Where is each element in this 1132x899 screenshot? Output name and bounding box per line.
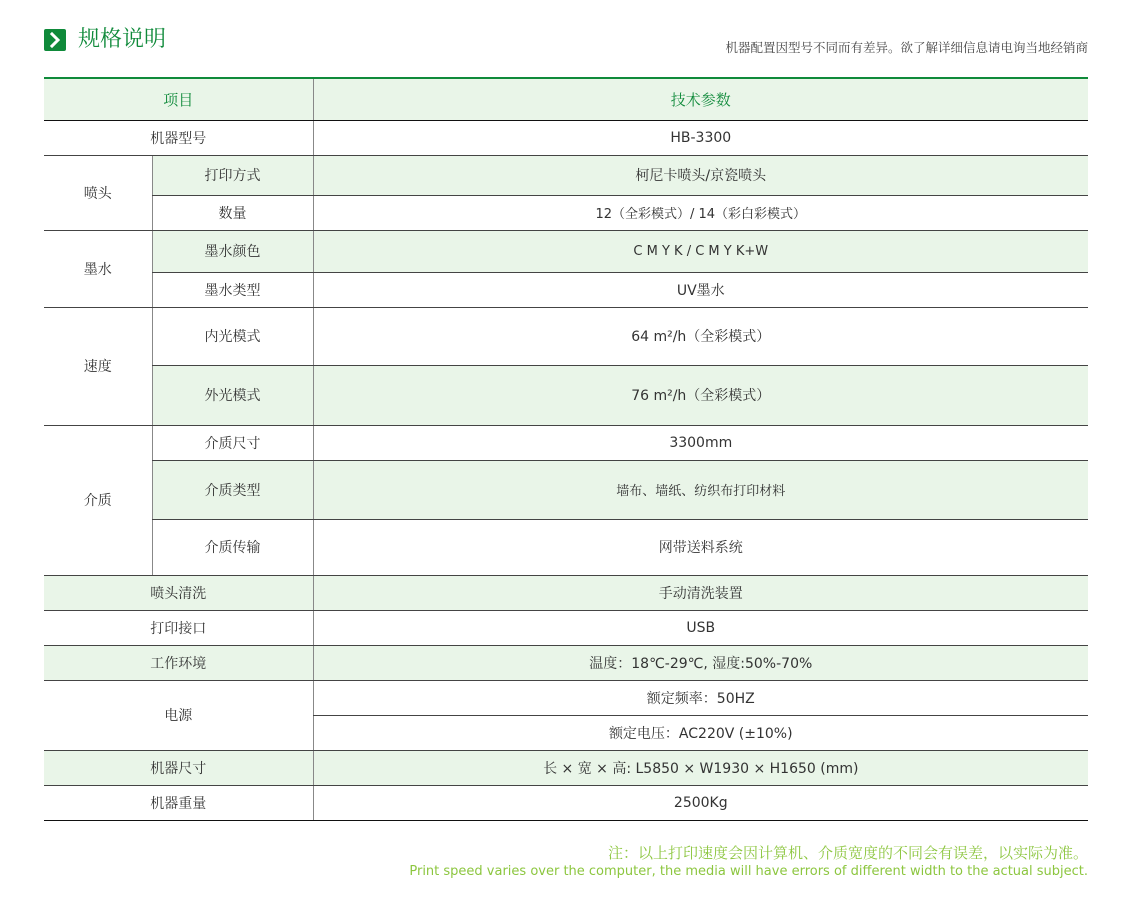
row-value-print-mode: 柯尼卡喷头/京瓷喷头 — [313, 155, 1088, 195]
row-label-ink-color: 墨水颜色 — [152, 230, 313, 272]
row-label-model: 机器型号 — [44, 120, 313, 155]
row-label-inner-mode: 内光模式 — [152, 307, 313, 365]
row-value-model: HB-3300 — [313, 120, 1088, 155]
table-row — [44, 155, 1088, 195]
page-title: 规格说明 — [78, 27, 167, 52]
row-label-media-transport: 介质传输 — [152, 519, 313, 575]
row-label-quantity: 数量 — [152, 195, 313, 230]
table-row — [44, 365, 1088, 425]
section-header — [44, 26, 1088, 56]
row-label-outer-mode: 外光模式 — [152, 365, 313, 425]
row-value-cleaning: 手动清洗装置 — [313, 575, 1088, 610]
row-label-media-type: 介质类型 — [152, 460, 313, 519]
row-value-ink-type: UV墨水 — [313, 272, 1088, 307]
footnote-chinese: 注：以上打印速度会因计算机、介质宽度的不同会有误差，以实际为准。 — [607, 844, 1088, 862]
row-value-inner-mode: 64 m²/h（全彩模式） — [313, 307, 1088, 365]
row-value-dimensions: 长 × 宽 × 高: L5850 × W1930 × H1650 (mm) — [313, 750, 1088, 785]
config-note: 机器配置因型号不同而有差异。欲了解详细信息请电询当地经销商 — [725, 40, 1088, 55]
column-header-param: 技术参数 — [313, 79, 1088, 120]
row-value-interface: USB — [313, 610, 1088, 645]
row-label-environment: 工作环境 — [44, 645, 313, 680]
table-row — [44, 785, 1088, 820]
row-label-ink-type: 墨水类型 — [152, 272, 313, 307]
group-label-nozzle: 喷头 — [44, 155, 152, 230]
row-value-weight: 2500Kg — [313, 785, 1088, 820]
row-label-media-size: 介质尺寸 — [152, 425, 313, 460]
group-label-media: 介质 — [44, 425, 152, 575]
row-label-interface: 打印接口 — [44, 610, 313, 645]
group-label-ink: 墨水 — [44, 230, 152, 307]
footnote-english: Print speed varies over the computer, the media will have errors of different width to the actual subject. — [409, 864, 1088, 879]
table-row — [44, 460, 1088, 519]
table-row — [44, 272, 1088, 307]
table-header-row — [44, 79, 1088, 120]
row-label-dimensions: 机器尺寸 — [44, 750, 313, 785]
row-label-weight: 机器重量 — [44, 785, 313, 820]
row-value-media-size: 3300mm — [313, 425, 1088, 460]
table-row — [44, 307, 1088, 365]
table-row — [44, 575, 1088, 610]
column-header-item: 项目 — [44, 79, 313, 120]
row-value-environment: 温度：18℃-29℃, 湿度:50%-70% — [313, 645, 1088, 680]
table-row — [44, 120, 1088, 155]
table-row — [44, 519, 1088, 575]
group-label-speed: 速度 — [44, 307, 152, 425]
spec-table — [44, 79, 1088, 821]
row-value-media-transport: 网带送料系统 — [313, 519, 1088, 575]
row-value-ink-color: C M Y K / C M Y K+W — [313, 230, 1088, 272]
table-row — [44, 425, 1088, 460]
table-row — [44, 750, 1088, 785]
row-value-power-voltage: 额定电压：AC220V (±10%) — [313, 715, 1088, 750]
table-row — [44, 230, 1088, 272]
row-value-power-frequency: 额定频率：50HZ — [313, 680, 1088, 715]
row-value-quantity: 12（全彩模式）/ 14（彩白彩模式） — [313, 195, 1088, 230]
row-value-outer-mode: 76 m²/h（全彩模式） — [313, 365, 1088, 425]
row-label-power: 电源 — [44, 680, 313, 750]
row-label-cleaning: 喷头清洗 — [44, 575, 313, 610]
table-row — [44, 680, 1088, 715]
table-row — [44, 610, 1088, 645]
table-row — [44, 195, 1088, 230]
row-label-print-mode: 打印方式 — [152, 155, 313, 195]
row-value-media-type: 墙布、墙纸、纺织布打印材料 — [313, 460, 1088, 519]
chevron-right-icon — [44, 29, 66, 51]
table-row — [44, 645, 1088, 680]
